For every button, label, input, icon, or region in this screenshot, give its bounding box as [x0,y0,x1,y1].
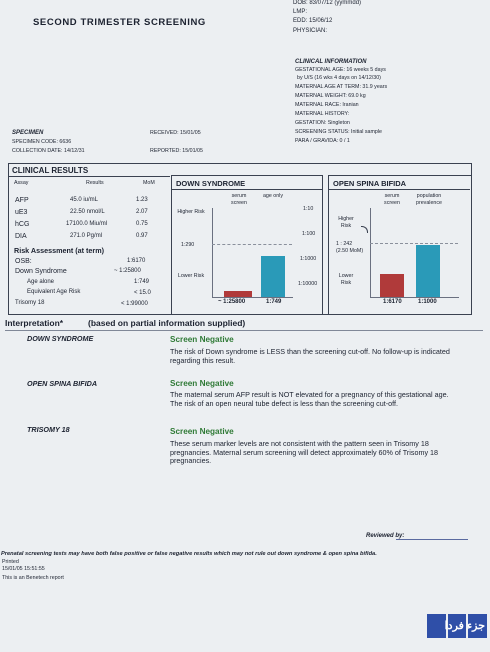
data-label: 1:6170 [383,299,402,305]
interp-status-osb: Screen Negative [170,379,234,388]
axis-cutoff-label: 1:290 [181,242,195,248]
tick-label: 1:10 [303,206,314,212]
logo-text: جزء فردا [444,620,485,632]
patient-edd: EDD: 15/06/12 [293,18,333,24]
interpretation-subheading: (based on partial information supplied) [88,318,246,328]
bar-age-only [261,256,285,297]
category-label: population prevalence [416,193,442,206]
clinical-info-line: MATERNAL HISTORY: [295,111,350,117]
clinical-info-line: MATERNAL WEIGHT: 69.0 kg [295,93,366,99]
data-label: ~ 1:25800 [218,299,246,305]
report-title: SECOND TRIMESTER SCREENING [33,17,206,28]
reported-date: REPORTED: 15/01/05 [150,148,203,154]
col-results: Results [86,180,104,186]
bar-population-prevalence [416,245,440,297]
printed-value: 15/01/05 15:51:55 [2,566,45,572]
col-mom: MoM [143,180,155,186]
axis-higher-label: Higher Risk [177,209,205,215]
patient-physician: PHYSICIAN: [293,28,328,34]
chart-title: OPEN SPINA BIFIDA [333,179,407,188]
interp-text-t18: These serum marker levels are not consistent with the pattern seen in Trisomy 18 pregnancies. Maternal serum screening will detect approximately 60% of Trisomy 18 pregnancies. [170,439,439,466]
specimen-heading: SPECIMEN [12,130,44,136]
benetech-note: This is an Benetech report [2,575,64,581]
bar-serum-screen [380,274,404,297]
interp-status-down: Screen Negative [170,335,234,344]
clinical-results-heading: CLINICAL RESULTS [12,166,89,175]
axis-lower-label: Lower Risk [338,273,354,286]
interp-name-t18: TRISOMY 18 [27,425,70,434]
col-assay: Assay [14,180,29,186]
category-label: serum screen [231,193,247,206]
chart-title: DOWN SYNDROME [176,179,246,188]
axis-higher-label: Higher Risk [338,216,354,229]
interp-name-osb: OPEN SPINA BIFIDA [27,379,98,388]
bar-serum-screen [224,291,252,297]
collection-date: COLLECTION DATE: 14/12/31 [12,148,85,154]
axis-cutoff-label: 1 : 242 (2.50 MoM) [336,241,364,254]
specimen-code: SPECIMEN CODE: 6636 [12,139,72,145]
risk-heading: Risk Assessment (at term) [14,246,105,255]
interp-status-t18: Screen Negative [170,427,234,436]
clinical-info-line: MATERNAL AGE AT TERM: 31.9 years [295,84,388,90]
printed-label: Printed [2,559,19,565]
received-date: RECEIVED: 15/01/05 [150,130,201,136]
report-sheet: SECOND TRIMESTER SCREENING DOB: 83/07/12 (yymmdd) LMP: EDD: 15/06/12 PHYSICIAN: CLINICAL INFORMATION GESTATIONAL AGE: 16 weeks 5 days by U/S (16 wks 4 days on 14/12/30) MATERNAL AGE AT TERM: 31.9 years MATERNAL WEIGHT: 69.0 kg MATERNAL RACE: Iranian MATERNAL HISTORY: GESTATION: Singleton SCREENING STATUS: Initial sample PARA / GRAVIDA: 0 / 1 SPECIMEN SPECIMEN CODE: 6636 COLLECTION DATE: 14/12/31 RECEIVED: 15/01/05 REPORTED: 15/01/05 CLINICAL RESULTS Assay Results MoM AFP 45.0 iu/mL 1.23 uE3 22.50 nmol/L 2.07 hCG 17100.0 Miu/ml 0.75 DIA 271.0 Pg/ml 0.97 Risk Assessment (at term) OSB: 1:6170 Down Syndrome ~ 1:25800 Age alone 1:749 Equivalent Age Risk < 15.0 Trisomy 18 < 1:99000 DOWN SYNDROME Higher Risk 1:290 Lower Risk serum screen age only 1:10 1:100 1:1000 1:10000 ~ 1:25800 1:749 OPEN SPINA BIFIDA Higher Risk 1 : 242 (2.50 MoM) Lower Risk serum screen population prevalence 1:6170 1:1000 Interpretation* (based on partial information supplied) DOWN SYNDROME Screen Negative The risk of Down syndrome is LESS than the screening cut-off. No follow-up is indicated regarding this result. OPEN SPINA BIFIDA Screen Negative The maternal serum AFP result is NOT elevated for a pregnancy of this gestational age. The risk of an open neural tube defect is less than the screening cut-off. TRISOMY 18 Screen Negative These serum marker levels are not consistent with the pattern seen in Trisomy 18 pregnancies. Maternal serum screening will detect approximately 60% of Trisomy 18 pregnancies. Reviewed by: Prenatal screening tests may have both false positive or false negative results which may not rule out down syndrome & open spina bifida. Printed 15/01/05 15:51:55 This is an Benetech report جزء فردا [0,0,490,652]
data-label: 1:1000 [418,299,437,305]
clinical-info-line: MATERNAL RACE: Iranian [295,102,359,108]
interp-text-osb: The maternal serum AFP result is NOT elevated for a pregnancy of this gestational age. The risk of an open neural tube defect is less than the screening cut-off. [170,390,449,408]
clinical-info-line: PARA / GRAVIDA: 0 / 1 [295,138,350,144]
tick-label: 1:10000 [298,281,318,287]
patient-lmp: LMP: [293,9,308,15]
patient-dob: DOB: 83/07/12 (yymmdd) [293,0,362,6]
clinical-info-line: by U/S (16 wks 4 days on 14/12/30) [297,75,381,81]
tick-label: 1:1000 [300,256,317,262]
axis-lower-label: Lower Risk [177,273,205,279]
clinical-info-line: SCREENING STATUS: Initial sample [295,129,382,135]
interp-name-down: DOWN SYNDROME [27,334,94,343]
reviewed-by-label: Reviewed by: [366,533,405,539]
disclaimer: Prenatal screening tests may have both false positive or false negative results which may not rule out down syndrome & open spina bifida. [1,551,377,557]
interpretation-heading: Interpretation* [5,318,64,328]
interp-text-down: The risk of Down syndrome is LESS than the screening cut-off. No follow-up is indicated regarding this result. [170,347,450,365]
clinical-info-line: GESTATIONAL AGE: 16 weeks 5 days [295,67,386,73]
clinical-info-heading: CLINICAL INFORMATION [295,59,367,65]
category-label: serum screen [384,193,400,206]
tick-label: 1:100 [302,231,316,237]
clinical-info-line: GESTATION: Singleton [295,120,350,126]
category-label: age only [262,193,284,199]
watermark-logo [381,611,487,641]
data-label: 1:749 [266,299,282,305]
